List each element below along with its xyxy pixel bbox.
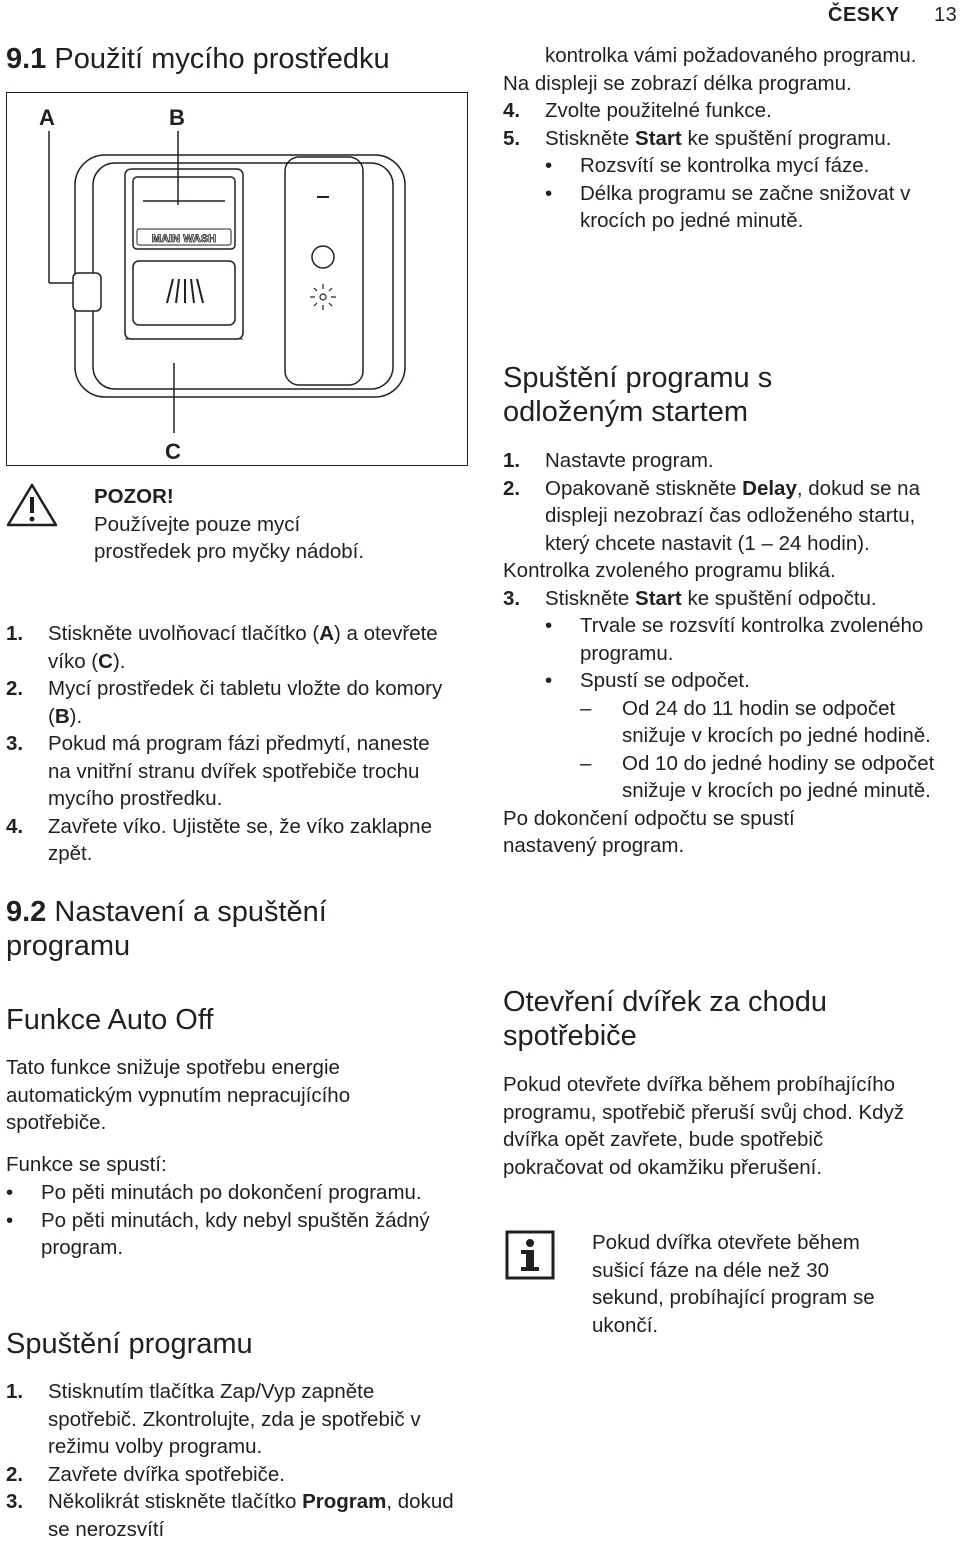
- spray-icon: [167, 279, 203, 303]
- list-item: 2. Mycí prostředek či tabletu vložte do komory (B).: [6, 677, 443, 728]
- list-item: 3. Pokud má program fázi předmytí, naneste na vnitřní stranu dvířek spotřebiče trochu mycího prostředku.: [6, 732, 430, 810]
- list-item: • Rozsvítí se kontrolka mycí fáze.: [545, 152, 943, 180]
- label-b: B: [169, 105, 185, 130]
- section-number: 9.2: [6, 896, 47, 928]
- auto-off-bullets: [6, 1179, 451, 1262]
- blink-note: Kontrolka zvoleného programu bliká.: [503, 559, 836, 582]
- list-item: 1. Stisknutím tlačítka Zap/Vyp zapněte spotřebič. Zkontrolujte, zda je spotřebič v režimu volby programu.: [6, 1380, 421, 1458]
- list-item: 4. Zavřete víko. Ujistěte se, že víko zaklapne zpět.: [6, 814, 432, 865]
- list-item: • Po pěti minutách, kdy nebyl spuštěn žádný program.: [6, 1207, 451, 1262]
- section-number: 9.1: [6, 43, 47, 75]
- page-number: 13: [934, 4, 958, 26]
- list-item: • Trvale se rozsvítí kontrolka zvoleného programu.: [545, 612, 958, 667]
- door-open-title: Otevření dvířek za chodu spotřebiče: [503, 986, 827, 1052]
- delay-start-title: Spuštění programu s odloženým startem: [503, 362, 773, 428]
- section-9-2-title: [6, 895, 426, 963]
- section-title: Nastavení a spuštění programu: [6, 896, 327, 962]
- label-a: A: [39, 105, 55, 130]
- info-icon: [505, 1230, 555, 1280]
- list-item: • Spustí se odpočet.: [545, 667, 958, 695]
- section-9-1-title: [6, 42, 390, 76]
- continued-text: [503, 42, 943, 235]
- list-item: 5. Stiskněte Start ke spuštění programu.: [503, 126, 892, 150]
- warning-body: Používejte pouze mycí prostředek pro myčky nádobí.: [94, 512, 365, 563]
- rinse-aid-dispenser: [285, 157, 363, 385]
- countdown-end-note: Po dokončení odpočtu se spustí nastavený program.: [503, 806, 795, 857]
- auto-off-title: Funkce Auto Off: [6, 1004, 214, 1036]
- list-item: • Po pěti minutách po dokončení programu.: [6, 1179, 451, 1207]
- continued-line: kontrolka vámi požadovaného programu.: [545, 44, 917, 67]
- warning-icon: [6, 482, 58, 528]
- list-item: 1. Nastavte program.: [503, 449, 714, 472]
- dispenser-steps: [6, 620, 456, 868]
- delay-start-steps: [503, 447, 958, 860]
- start-program-title: Spuštění programu: [6, 1328, 253, 1360]
- main-wash-text: MAIN WASH: [151, 233, 217, 245]
- start-program-steps: [6, 1378, 456, 1543]
- list-item: 3. Několikrát stiskněte tlačítko Program, dokud se nerozsvítí: [6, 1490, 454, 1541]
- list-item: • Délka programu se začne snižovat v krocích po jedné minutě.: [545, 180, 943, 235]
- auto-off-starts: Funkce se spustí:: [6, 1153, 167, 1176]
- dispenser-illustration: [7, 93, 467, 465]
- label-c: C: [165, 439, 181, 464]
- sparkle-icon: [310, 284, 336, 310]
- continued-line: Na displeji se zobrazí délka programu.: [503, 71, 852, 95]
- list-item: – Od 10 do jedné hodiny se odpočet snižuje v krocích po jedné minutě.: [580, 750, 958, 805]
- lid-c: [125, 169, 243, 339]
- list-item: 4. Zvolte použitelné funkce.: [503, 99, 772, 122]
- auto-off-intro: Tato funkce snižuje spotřebu energie automatickým vypnutím nepracujícího spotřebiče.: [6, 1056, 351, 1134]
- header-language: ČESKY: [828, 4, 900, 26]
- section-title: Použití mycího prostředku: [54, 43, 390, 75]
- release-button-a: [73, 273, 101, 311]
- list-item: 1. Stiskněte uvolňovací tlačítko (A) a otevřete víko (C).: [6, 622, 438, 673]
- list-item: – Od 24 do 11 hodin se odpočet snižuje v krocích po jedné hodině.: [580, 695, 958, 750]
- warning-title: POZOR!: [94, 485, 174, 508]
- info-note: Pokud dvířka otevřete během sušicí fáze na déle než 30 sekund, probíhající program se ukončí.: [592, 1231, 875, 1337]
- list-item: 3. Stiskněte Start ke spuštění odpočtu.: [503, 586, 877, 610]
- list-item: 2. Zavřete dvířka spotřebiče.: [6, 1462, 285, 1486]
- detergent-dispenser-figure: [6, 92, 468, 466]
- warning-block: [94, 483, 384, 566]
- list-item: 2. Opakovaně stiskněte Delay, dokud se na displeji nezobrazí čas odloženého startu, který chcete nastavit (1 – 24 hodin).: [503, 476, 920, 555]
- door-open-body: Pokud otevřete dvířka během probíhajícího programu, spotřebič přeruší svůj chod. Když dvířka opět zavřete, bude spotřebič pokračovat od okamžiku přerušení.: [503, 1073, 905, 1179]
